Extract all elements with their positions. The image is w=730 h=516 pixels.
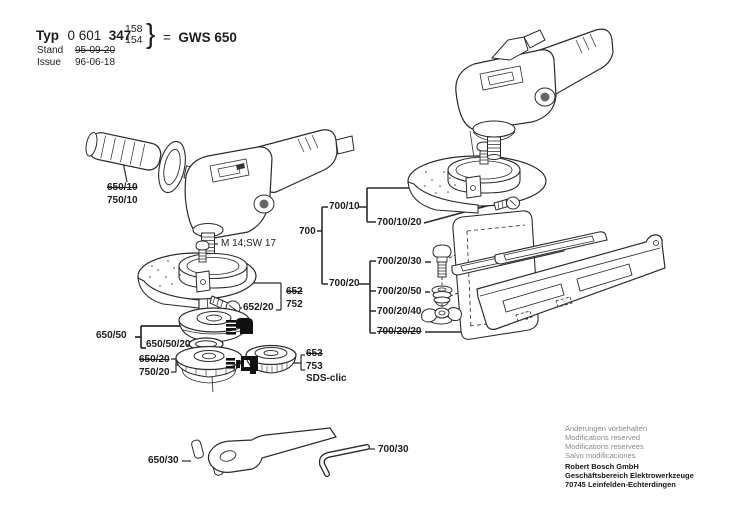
type-label: Typ — [36, 28, 59, 43]
type-number: 347 — [108, 28, 132, 43]
part-label-700-20-30: 700/20/30 — [377, 256, 422, 267]
equals-sign: = — [163, 30, 171, 45]
part-label-650-50-20: 650/50/20 — [146, 339, 191, 350]
notice-en: Modifications reserved — [565, 433, 641, 442]
part-label-750-10: 750/10 — [107, 195, 138, 206]
notice-fr: Modifications reservees — [565, 442, 644, 451]
stand-date: 95-09-20 — [75, 45, 116, 56]
part-label-750-20: 750/20 — [139, 367, 170, 378]
brace-glyph: } — [146, 18, 156, 49]
issue-date: 96-06-18 — [75, 57, 116, 68]
notice-de: Änderungen vorbehalten — [565, 424, 648, 433]
stand-label: Stand — [37, 45, 64, 56]
part-label-700-30: 700/30 — [378, 444, 409, 455]
model-line — [163, 29, 237, 47]
notice-es: Salvo modificaciones — [565, 451, 636, 460]
part-label-752: 752 — [286, 299, 303, 310]
part-label-700-10: 700/10 — [329, 201, 360, 212]
cutting-stand-drawing — [452, 211, 665, 339]
spindle-spec-label: M 14;SW 17 — [221, 238, 277, 249]
part-label-650-30: 650/30 — [148, 455, 179, 466]
washer-stack-drawing — [432, 286, 452, 306]
model-name: GWS 650 — [178, 30, 237, 45]
part-label-700-20-20: 700/20/20 — [377, 326, 422, 337]
company-name: Robert Bosch GmbH — [565, 462, 639, 471]
pin-wrench-drawing — [191, 428, 336, 476]
wheel-guard-700-10-drawing — [408, 142, 546, 213]
angle-grinder-right-drawing — [456, 29, 613, 159]
variant-top: 158 — [125, 23, 143, 35]
variant-stack — [125, 24, 143, 46]
part-label-652: 652 — [286, 286, 303, 297]
wing-nut-drawing — [422, 308, 462, 324]
part-label-650-50: 650/50 — [96, 330, 127, 341]
part-label-700-20-50: 700/20/50 — [377, 286, 422, 297]
part-label-700-20-40: 700/20/40 — [377, 306, 422, 317]
type-number-prefix: 0 601 — [67, 28, 102, 43]
legal-block — [565, 424, 694, 489]
wheel-guard-652-drawing — [138, 241, 256, 308]
type-line — [36, 27, 131, 45]
company-division: Geschäftsbereich Elektrowerkzeuge — [565, 471, 694, 480]
carriage-bolt-drawing — [433, 245, 451, 277]
part-label-700: 700 — [299, 226, 316, 237]
part-label-700-10-20: 700/10/20 — [377, 217, 422, 228]
hex-key-drawing — [322, 447, 367, 474]
company-address: 70745 Leinfelden-Echterdingen — [565, 480, 676, 489]
part-label-650-10: 650/10 — [107, 182, 138, 193]
part-label-700-20: 700/20 — [329, 278, 360, 289]
part-label-sds-clic: SDS-clic — [306, 373, 347, 384]
clamp-flange-drawing — [176, 347, 242, 384]
issue-label: Issue — [37, 57, 61, 68]
part-label-653: 653 — [306, 348, 323, 359]
part-label-652-20: 652/20 — [243, 302, 274, 313]
part-label-650-20: 650/20 — [139, 354, 170, 365]
variant-bottom: 154 — [125, 34, 143, 46]
part-label-753: 753 — [306, 361, 323, 372]
